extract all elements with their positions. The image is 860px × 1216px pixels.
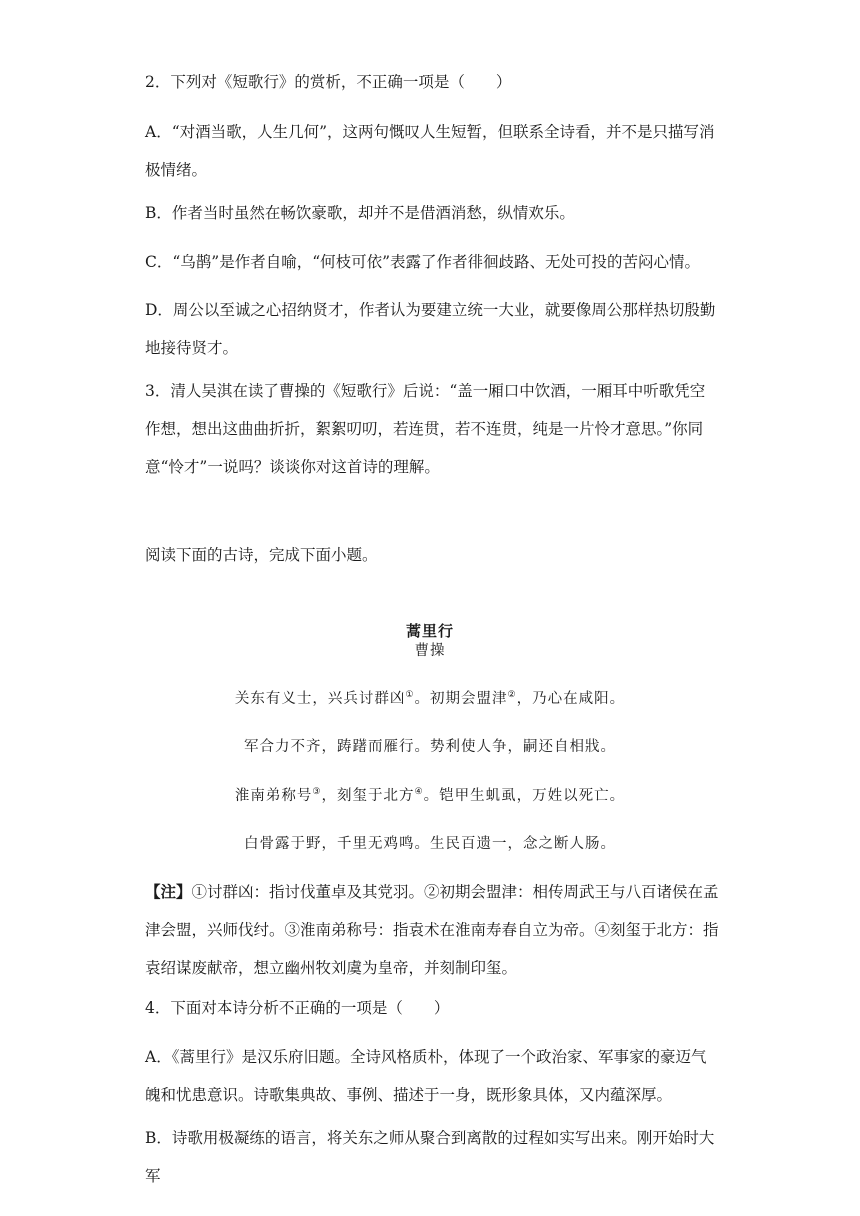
- poem-line: 白骨露于野，千里无鸡鸣。生民百遗一，念之断人肠。: [244, 836, 616, 852]
- note-text: ①讨群凶：指讨伐董卓及其党羽。②初期会盟津：相传周武王与八百诸侯在孟津会盟，兴师伐纣。③淮南弟称号：指袁术在淮南寿春自立为帝。④刻玺于北方：指袁绍谋废献帝，想立幽州牧刘虞为皇帝，并刻制印玺。: [145, 883, 719, 977]
- note-label: 【注】: [145, 882, 192, 901]
- poem-notes: [145, 873, 720, 987]
- question-2-option-b: B．作者当时虽然在畅饮豪歌，却并不是借酒消愁，纵情欢乐。: [145, 204, 575, 222]
- poem-title: 蒿里行: [405, 622, 454, 640]
- question-2-option-d: D．周公以至诚之心招纳贤才，作者认为要建立统一大业，就要像周公那样热切殷勤地接待贤才。: [145, 301, 716, 357]
- question-3-stem: 3．清人吴淇在读了曹操的《短歌行》后说：“盖一厢口中饮酒，一厢耳中听歌凭空作想，想出这曲曲折折，絮絮叨叨，若连贯，若不连贯，纯是一片怜才意思。”你同意“怜才”一说吗？谈谈你对这首诗的理解。: [145, 382, 706, 476]
- question-2-option-c: C．“乌鹊”是作者自喻，“何枝可依”表露了作者徘徊歧路、无处可投的苦闷心情。: [145, 253, 701, 271]
- poem-author: 曹操: [414, 643, 446, 659]
- question-2-option-a: A．“对酒当歌，人生几何”，这两句慨叹人生短暂，但联系全诗看，并不是只描写消极情绪。: [145, 123, 715, 179]
- poem-line: 关东有义士，兴兵讨群凶①。初期会盟津②，乃心在咸阳。: [234, 690, 626, 707]
- question-4-option-b: B．诗歌用极凝练的语言，将关东之师从聚合到离散的过程如实写出来。刚开始时大军: [145, 1129, 715, 1185]
- question-2-stem: 2．下列对《短歌行》的赏析，不正确一项是（ ）: [145, 73, 512, 91]
- poem-line: 军合力不齐，踌躇而雁行。势利使人争，嗣还自相戕。: [244, 739, 616, 755]
- question-4-option-a: A．《蒿里行》是汉乐府旧题。全诗风格质朴，体现了一个政治家、军事家的豪迈气魄和忧患意识。诗歌集典故、事例、描述于一身，既形象具体，又内蕴深厚。: [145, 1048, 707, 1104]
- question-4-stem: 4．下面对本诗分析不正确的一项是（ ）: [145, 999, 450, 1017]
- poem-line: 淮南弟称号③，刻玺于北方④。铠甲生虮虱，万姓以死亡。: [234, 787, 626, 804]
- reading-intro: 阅读下面的古诗，完成下面小题。: [145, 546, 378, 564]
